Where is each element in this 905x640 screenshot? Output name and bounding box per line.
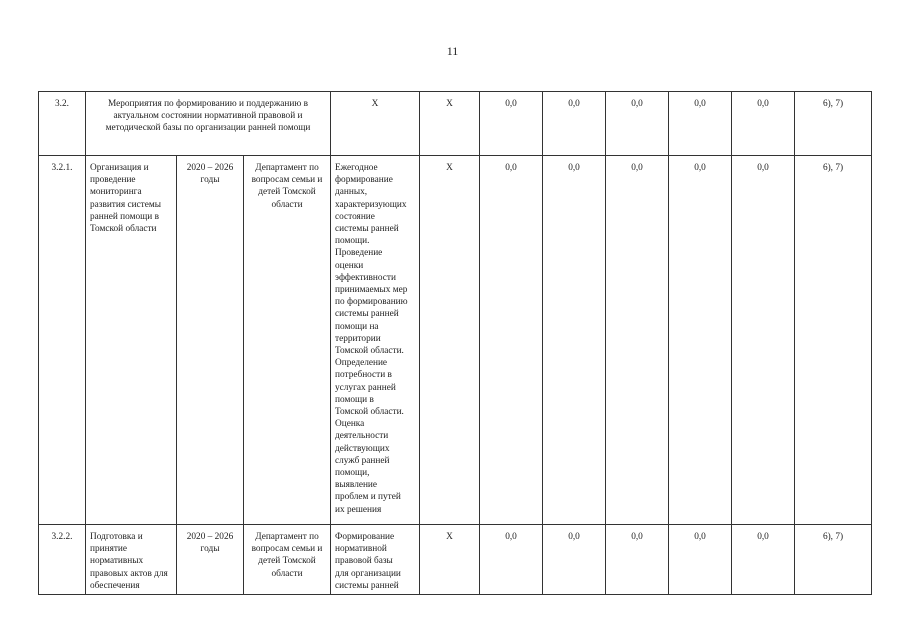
value-cell: 0,0 xyxy=(543,156,606,525)
value-cell: 0,0 xyxy=(480,525,543,595)
result-line: нормативной xyxy=(335,544,387,555)
reference-cell: 6), 7) xyxy=(795,156,872,525)
result-line: помощи, xyxy=(335,468,370,479)
result-description xyxy=(331,156,420,525)
table-row xyxy=(39,156,872,525)
result-line: Томской области. xyxy=(335,407,404,418)
row-number: 3.2.1. xyxy=(39,156,86,525)
result-line: служб ранней xyxy=(335,455,390,466)
result-line: выявление xyxy=(335,480,378,491)
period-cell: 2020 – 2026 годы xyxy=(177,525,244,595)
result-line: характеризующих xyxy=(335,199,407,210)
value-cell: 0,0 xyxy=(543,92,606,156)
result-line: их решения xyxy=(335,504,382,515)
result-line: помощи на xyxy=(335,321,379,332)
result-line: Формирование xyxy=(335,532,395,542)
page-number: 11 xyxy=(446,44,459,58)
value-cell: 0,0 xyxy=(732,92,795,156)
result-line: системы ранней xyxy=(335,309,399,320)
value-cell: 0,0 xyxy=(480,156,543,525)
result-line: территории xyxy=(335,333,381,344)
period-cell: 2020 – 2026 годы xyxy=(177,156,244,525)
indicator-cell: Х xyxy=(420,92,480,156)
result-line: оценки xyxy=(335,260,364,271)
result-line: проблем и путей xyxy=(335,492,401,503)
result-line: Определение xyxy=(335,358,388,369)
result-line: помощи. xyxy=(335,236,370,247)
result-line: правовой базы xyxy=(335,556,393,567)
reference-cell: 6), 7) xyxy=(795,92,872,156)
executor-cell: Департамент по вопросам семьи и детей Томской области xyxy=(244,525,331,595)
result-line: помощи в xyxy=(335,394,374,405)
result-line: потребности в xyxy=(335,370,392,381)
row-number: 3.2. xyxy=(39,92,86,156)
result-line: Оценка xyxy=(335,419,365,430)
result-line: формирование xyxy=(335,175,393,186)
result-line: системы ранней xyxy=(335,224,399,235)
activities-table xyxy=(38,91,872,595)
value-cell: 0,0 xyxy=(732,525,795,595)
indicator-cell: Х xyxy=(420,525,480,595)
result-description xyxy=(331,525,420,595)
result-line: деятельности xyxy=(335,431,389,442)
value-cell: 0,0 xyxy=(606,156,669,525)
result-line: услугах ранней xyxy=(335,382,396,393)
value-cell: 0,0 xyxy=(732,156,795,525)
value-cell: 0,0 xyxy=(480,92,543,156)
result-line: Проведение xyxy=(335,248,383,259)
result-line: Ежегодное xyxy=(335,163,378,173)
table-row xyxy=(39,92,872,156)
executor-cell: Департамент по вопросам семьи и детей Томской области xyxy=(244,156,331,525)
row-number: 3.2.2. xyxy=(39,525,86,595)
result-line: Томской области. xyxy=(335,346,404,357)
result-line: действующих xyxy=(335,443,390,454)
indicator-cell: Х xyxy=(420,156,480,525)
value-cell: 0,0 xyxy=(669,156,732,525)
value-cell: 0,0 xyxy=(669,525,732,595)
result-line: принимаемых мер xyxy=(335,285,408,296)
value-cell: 0,0 xyxy=(669,92,732,156)
result-line: по формированию xyxy=(335,297,408,308)
result-line: системы ранней xyxy=(335,580,399,591)
value-cell: 0,0 xyxy=(606,92,669,156)
value-cell: 0,0 xyxy=(543,525,606,595)
reference-cell: 6), 7) xyxy=(795,525,872,595)
value-cell: 0,0 xyxy=(606,525,669,595)
result-line: состояние xyxy=(335,211,375,222)
activity-name: Организация и проведение мониторинга развития системы ранней помощи в Томской области xyxy=(86,156,177,525)
result-line: данных, xyxy=(335,187,368,198)
activity-name: Подготовка и принятие нормативных правовых актов для обеспечения xyxy=(86,525,177,595)
table-row xyxy=(39,525,872,595)
activity-title: Мероприятия по формированию и поддержанию в актуальном состоянии нормативной правовой и методической базы по организации ранней помощи xyxy=(86,92,331,156)
result-line: эффективности xyxy=(335,272,396,283)
result-cell: Х xyxy=(331,92,420,156)
result-line: для организации xyxy=(335,568,401,579)
